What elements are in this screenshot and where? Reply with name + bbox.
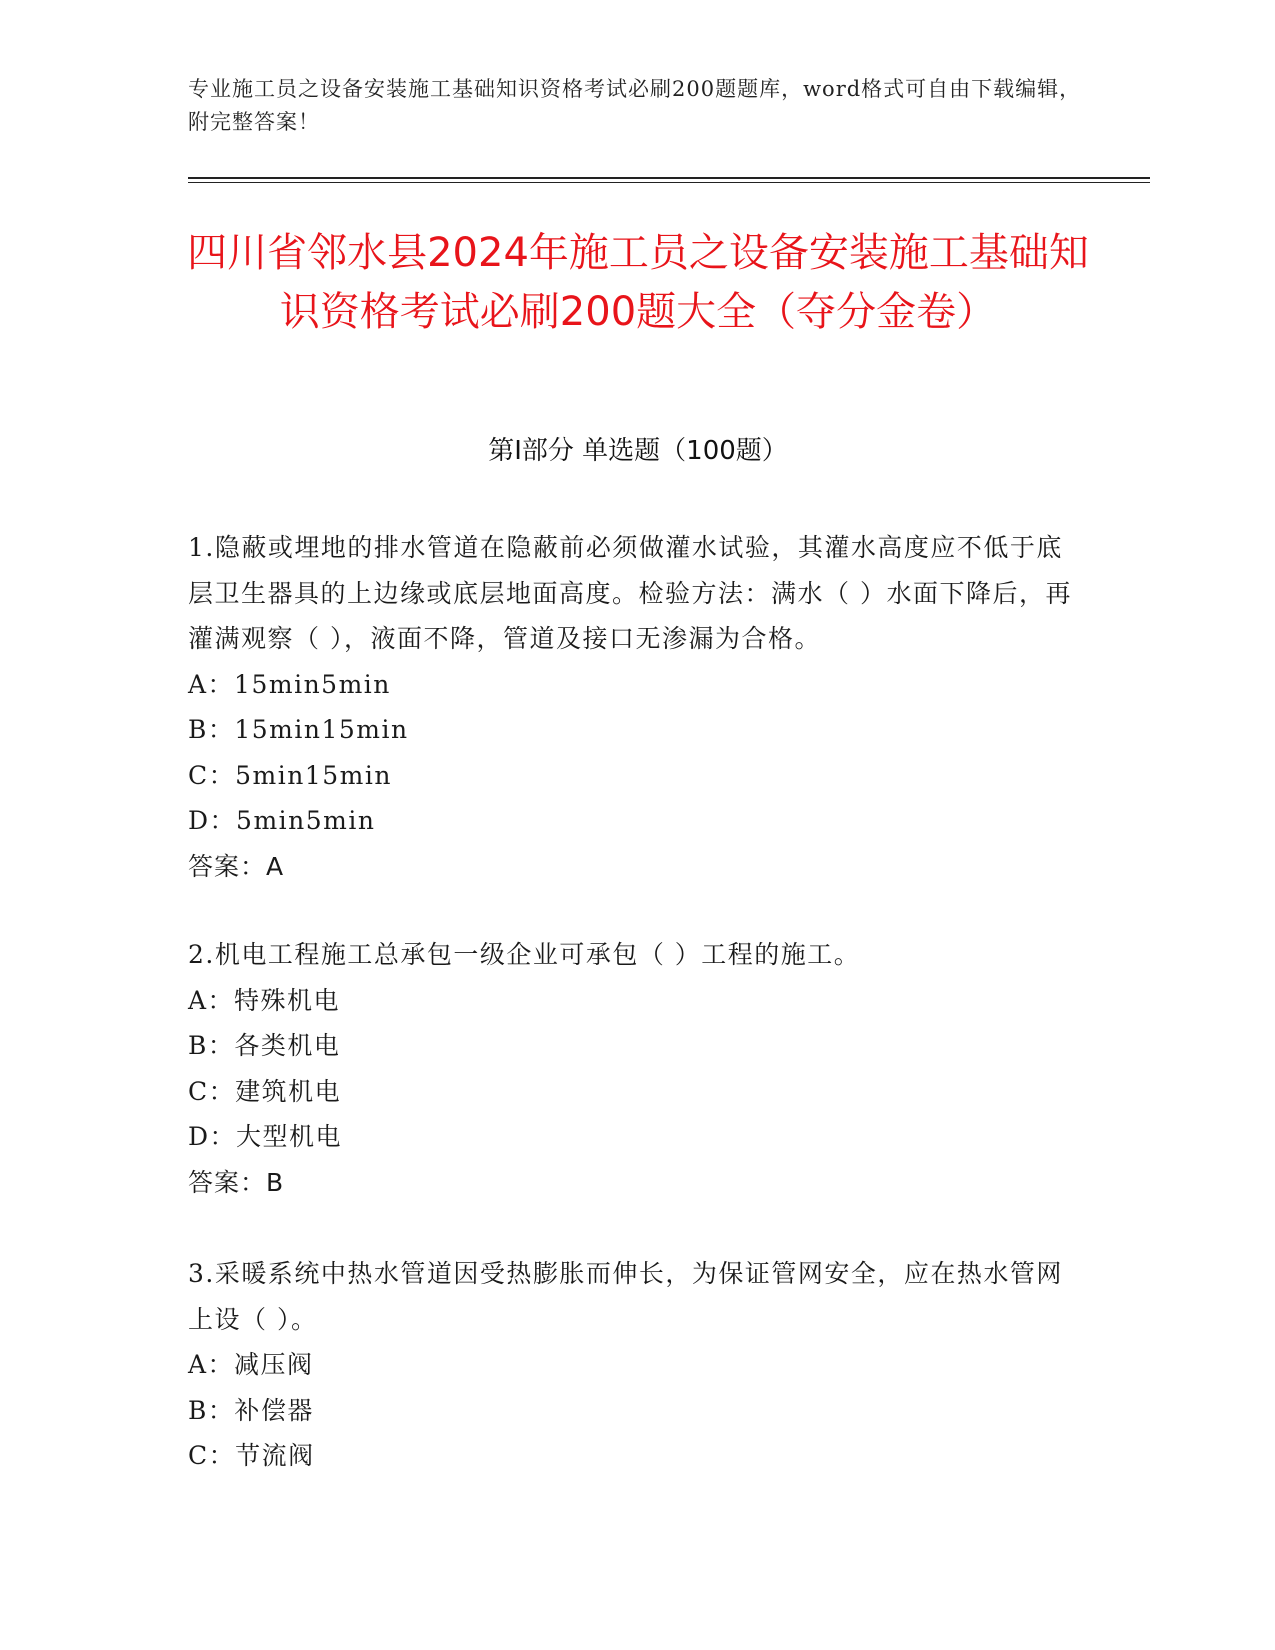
option-b: B：各类机电: [188, 1031, 341, 1060]
answer-line: 答案：A: [188, 851, 285, 881]
question-stem: 3.采暖系统中热水管道因受热膨胀而伸长，为保证管网安全，应在热水管网上设（ ）。: [188, 1259, 1063, 1334]
option-d: D：大型机电: [188, 1122, 343, 1151]
option-a: A：15min5min: [188, 669, 391, 699]
option-c: C：节流阀: [188, 1441, 315, 1470]
option-d: D：5min5min: [188, 806, 376, 835]
section-title: 第Ⅰ部分 单选题（100题）: [488, 436, 788, 466]
question-stem: 1.隐蔽或埋地的排水管道在隐蔽前必须做灌水试验，其灌水高度应不低于底层卫生器具的上边缘或底层地面高度。检验方法：满水（ ）水面下降后，再灌满观察（ ），液面不降，管道及接口无渗漏为合格。: [188, 533, 1072, 653]
option-b: B：15min15min: [188, 715, 409, 744]
option-c: C：建筑机电: [188, 1076, 342, 1106]
question-stem: 2.机电工程施工总承包一级企业可承包（ ）工程的施工。: [188, 940, 861, 969]
option-a: A：特殊机电: [188, 985, 341, 1015]
question-1: [188, 525, 1078, 889]
question-3: [188, 1251, 1078, 1479]
header-divider-thin: [188, 182, 1150, 183]
header-divider-thick: [188, 177, 1150, 179]
question-2: [188, 932, 1078, 1205]
header-note: 专业施工员之设备安装施工基础知识资格考试必刷200题题库，word格式可自由下载编辑，附完整答案！: [188, 77, 1082, 134]
option-c: C：5min15min: [188, 760, 392, 790]
document-title: 四川省邻水县2024年施工员之设备安装施工基础知识资格考试必刷200题大全（夺分金卷）: [187, 230, 1089, 335]
answer-line: 答案：B: [188, 1167, 285, 1197]
option-a: A：减压阀: [188, 1350, 314, 1379]
option-b: B：补偿器: [188, 1395, 314, 1425]
